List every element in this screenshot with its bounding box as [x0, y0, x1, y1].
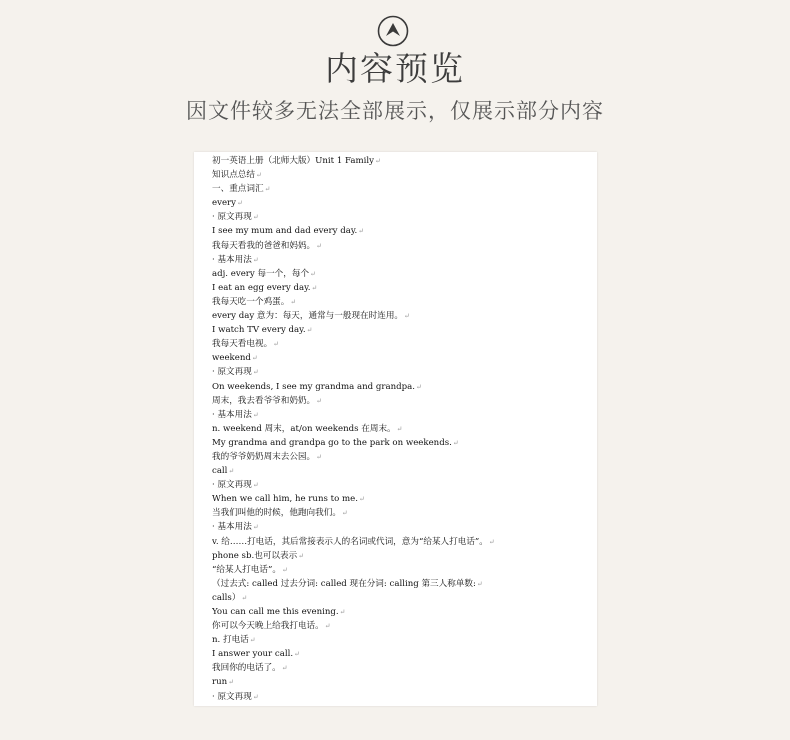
paragraph-mark: ↵ — [310, 269, 316, 278]
paragraph-mark: ↵ — [290, 297, 297, 306]
document-line-text: （过去式: called 过去分词: called 现在分词: calling 第三人称单数: — [212, 578, 476, 589]
document-line — [212, 520, 589, 534]
document-line — [212, 450, 589, 464]
document-line-text: 我回你的电话了。 — [212, 663, 281, 674]
paragraph-mark: ↵ — [294, 650, 300, 659]
paragraph-mark: ↵ — [237, 199, 243, 208]
document-line — [212, 168, 589, 182]
paragraph-mark: ↵ — [358, 227, 365, 236]
document-line — [212, 281, 589, 295]
document-line — [212, 661, 589, 675]
document-line-text: adj. every 每一个，每个 — [212, 268, 310, 279]
document-line — [212, 380, 589, 394]
paragraph-mark: ↵ — [241, 593, 248, 602]
paragraph-mark: ↵ — [255, 171, 262, 180]
document-line-text: I eat an egg every day. — [212, 282, 311, 293]
paragraph-mark: ↵ — [316, 452, 323, 461]
paragraph-mark: ↵ — [316, 396, 323, 405]
document-line — [212, 549, 589, 563]
document-line-text: · 基本用法 — [212, 522, 252, 533]
document-line-text: run — [212, 677, 228, 688]
paragraph-mark: ↵ — [452, 438, 459, 447]
document-line-text: · 基本用法 — [212, 254, 252, 265]
document-line — [212, 675, 589, 689]
document-line — [212, 464, 589, 478]
document-line-text: When we call him, he runs to me. — [212, 494, 358, 505]
document-line — [212, 351, 589, 365]
paragraph-mark: ↵ — [281, 565, 288, 574]
document-line-text: · 原文再现 — [212, 367, 252, 378]
document-line — [212, 309, 589, 323]
document-line-text: “给某人打电话”。 — [212, 564, 281, 575]
document-line — [212, 224, 589, 238]
document-line-text: 当我们叫他的时候，他跑向我们。 — [212, 508, 341, 519]
paragraph-mark: ↵ — [306, 326, 313, 335]
document-line-text: I watch TV every day. — [212, 325, 306, 336]
paragraph-mark: ↵ — [416, 382, 422, 391]
document-line — [212, 690, 589, 704]
document-line-text: every — [212, 198, 236, 209]
document-line-text: My grandma and grandpa go to the park on weekends. — [212, 437, 452, 448]
paragraph-mark: ↵ — [311, 283, 318, 292]
document-line-text: On weekends, I see my grandma and grandpa. — [212, 381, 416, 392]
document-line-text: 你可以今天晚上给我打电话。 — [212, 621, 324, 632]
document-line-text: I answer your call. — [212, 649, 294, 660]
document-line — [212, 365, 589, 379]
document-preview — [194, 152, 597, 706]
document-line — [212, 182, 589, 196]
chevron-up-circle-icon — [377, 15, 409, 47]
document-line — [212, 436, 589, 450]
page-title: 内容预览 — [325, 49, 465, 88]
document-line — [212, 633, 589, 647]
paragraph-mark: ↵ — [476, 579, 483, 588]
paragraph-mark: ↵ — [316, 241, 323, 250]
paragraph-mark: ↵ — [404, 312, 410, 321]
document-line — [212, 337, 589, 351]
document-line-text: 一、重点词汇 — [212, 184, 264, 195]
document-line-text: You can call me this evening. — [212, 607, 339, 617]
paragraph-mark: ↵ — [396, 424, 403, 433]
document-line — [212, 267, 589, 281]
paragraph-mark: ↵ — [228, 678, 235, 687]
paragraph-mark: ↵ — [281, 664, 288, 673]
document-line-text: I see my mum and dad every day. — [212, 226, 358, 237]
document-line-text: weekend — [212, 353, 251, 364]
document-line-text: 周末，我去看爷爷和奶奶。 — [212, 395, 316, 406]
document-line — [212, 394, 589, 408]
document-line — [212, 408, 589, 422]
document-line — [212, 647, 589, 661]
document-line-text: n. 打电话 — [212, 635, 249, 646]
paragraph-mark: ↵ — [251, 354, 258, 363]
document-line-text: 我的爷爷奶奶周末去公园。 — [212, 451, 316, 462]
paragraph-mark: ↵ — [358, 495, 365, 504]
document-line — [212, 210, 589, 224]
document-line-text: phone sb.也可以表示 — [212, 550, 298, 561]
document-line — [212, 295, 589, 309]
document-line-text: 初一英语上册（北师大版）Unit 1 Family — [212, 156, 375, 166]
page-subtitle: 因文件较多无法全部展示，仅展示部分内容 — [186, 99, 604, 123]
document-line — [212, 154, 589, 168]
document-line-text: v. 给……打电话，其后常接表示人的名词或代词，意为“给某人打电话”。 — [212, 536, 488, 547]
document-line — [212, 196, 589, 210]
paragraph-mark: ↵ — [252, 213, 259, 222]
document-line — [212, 492, 589, 506]
paragraph-mark: ↵ — [252, 368, 259, 377]
document-line — [212, 506, 589, 520]
document-line-text: n. weekend 周末，at/on weekends 在周末。 — [212, 423, 396, 434]
document-line-text: 我每天吃一个鸡蛋。 — [212, 296, 290, 307]
document-line-text: calls） — [212, 592, 241, 603]
document-line — [212, 323, 589, 337]
paragraph-mark: ↵ — [273, 340, 280, 349]
document-line — [212, 619, 589, 633]
paragraph-mark: ↵ — [228, 467, 235, 476]
paragraph-mark: ↵ — [375, 157, 381, 165]
document-line-text: · 原文再现 — [212, 480, 252, 491]
paragraph-mark: ↵ — [252, 481, 259, 490]
paragraph-mark: ↵ — [252, 692, 259, 701]
paragraph-mark: ↵ — [488, 537, 495, 546]
document-line — [212, 478, 589, 492]
paragraph-mark: ↵ — [249, 636, 256, 645]
paragraph-mark: ↵ — [324, 622, 331, 631]
document-line-text: 我每天看电视。 — [212, 339, 273, 350]
document-line-text: · 原文再现 — [212, 691, 252, 702]
paragraph-mark: ↵ — [341, 509, 348, 518]
document-line-text: 我每天看我的爸爸和妈妈。 — [212, 240, 316, 251]
document-line — [212, 535, 589, 549]
paragraph-mark: ↵ — [252, 410, 259, 419]
paragraph-mark: ↵ — [252, 255, 259, 264]
document-line — [212, 239, 589, 253]
document-line — [212, 253, 589, 267]
paragraph-mark: ↵ — [264, 185, 271, 194]
paragraph-mark: ↵ — [339, 608, 346, 616]
document-line-text: · 原文再现 — [212, 212, 252, 223]
document-line-text: every day 意为：每天，通常与一般现在时连用。 — [212, 311, 404, 322]
document-line — [212, 591, 589, 605]
document-line — [212, 422, 589, 436]
document-line-text: 知识点总结 — [212, 170, 255, 181]
document-line-text: call — [212, 466, 228, 477]
paragraph-mark: ↵ — [252, 523, 259, 532]
document-line — [212, 605, 589, 619]
document-lines — [212, 154, 589, 704]
document-line-text: · 基本用法 — [212, 409, 252, 420]
paragraph-mark: ↵ — [298, 551, 305, 560]
document-line — [212, 577, 589, 591]
document-line — [212, 563, 589, 577]
